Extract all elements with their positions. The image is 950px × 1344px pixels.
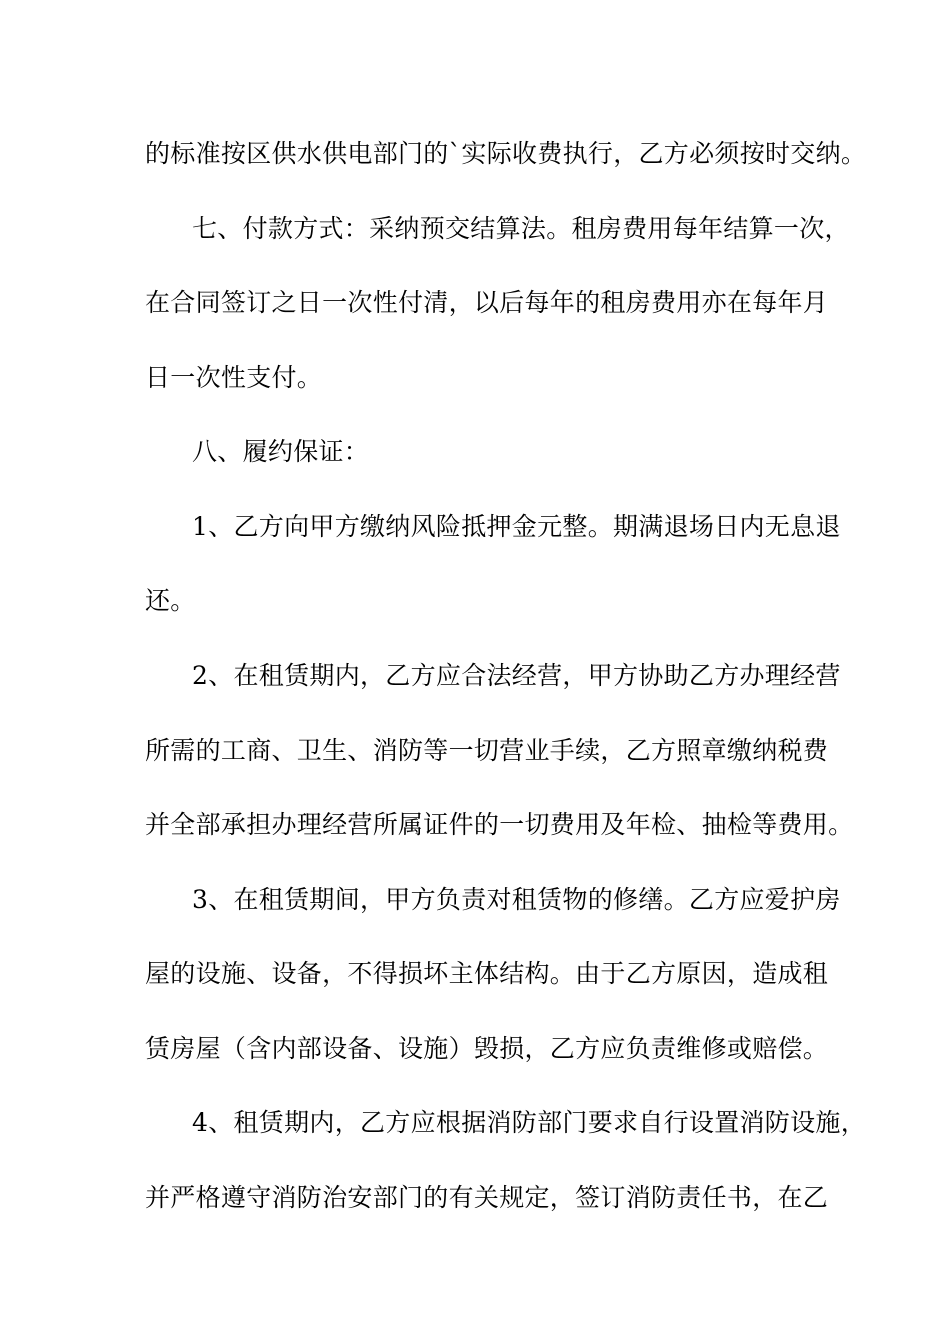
text-line-7: 还。 bbox=[145, 586, 196, 615]
text-line-6: 1、乙方向甲方缴纳风险抵押金元整。期满退场日内无息退 bbox=[192, 512, 841, 541]
text-line-12: 屋的设施、设备，不得损坏主体结构。由于乙方原因，造成租 bbox=[145, 959, 829, 988]
text-line-15: 并严格遵守消防治安部门的有关规定，签订消防责任书，在乙 bbox=[145, 1183, 829, 1212]
text-line-3: 在合同签订之日一次性付清，以后每年的租房费用亦在每年月 bbox=[145, 288, 829, 317]
text-line-4: 日一次性支付。 bbox=[145, 363, 323, 392]
text-line-2: 七、付款方式：采纳预交结算法。租房费用每年结算一次， bbox=[192, 214, 850, 243]
text-line-8: 2、在租赁期内，乙方应合法经营，甲方协助乙方办理经营 bbox=[192, 661, 841, 690]
text-line-13: 赁房屋（含内部设备、设施）毁损，乙方应负责维修或赔偿。 bbox=[145, 1034, 829, 1063]
text-line-1: 的标准按区供水供电部门的`实际收费执行，乙方必须按时交纳。 bbox=[145, 139, 867, 168]
text-line-11: 3、在租赁期间，甲方负责对租赁物的修缮。乙方应爱护房 bbox=[192, 885, 841, 914]
text-line-9: 所需的工商、卫生、消防等一切营业手续，乙方照章缴纳税费 bbox=[145, 736, 829, 765]
text-line-14: 4、租赁期内，乙方应根据消防部门要求自行设置消防设施， bbox=[192, 1108, 867, 1137]
section-heading: 八、履约保证： bbox=[192, 437, 370, 466]
text-line-10: 并全部承担办理经营所属证件的一切费用及年检、抽检等费用。 bbox=[145, 810, 854, 839]
